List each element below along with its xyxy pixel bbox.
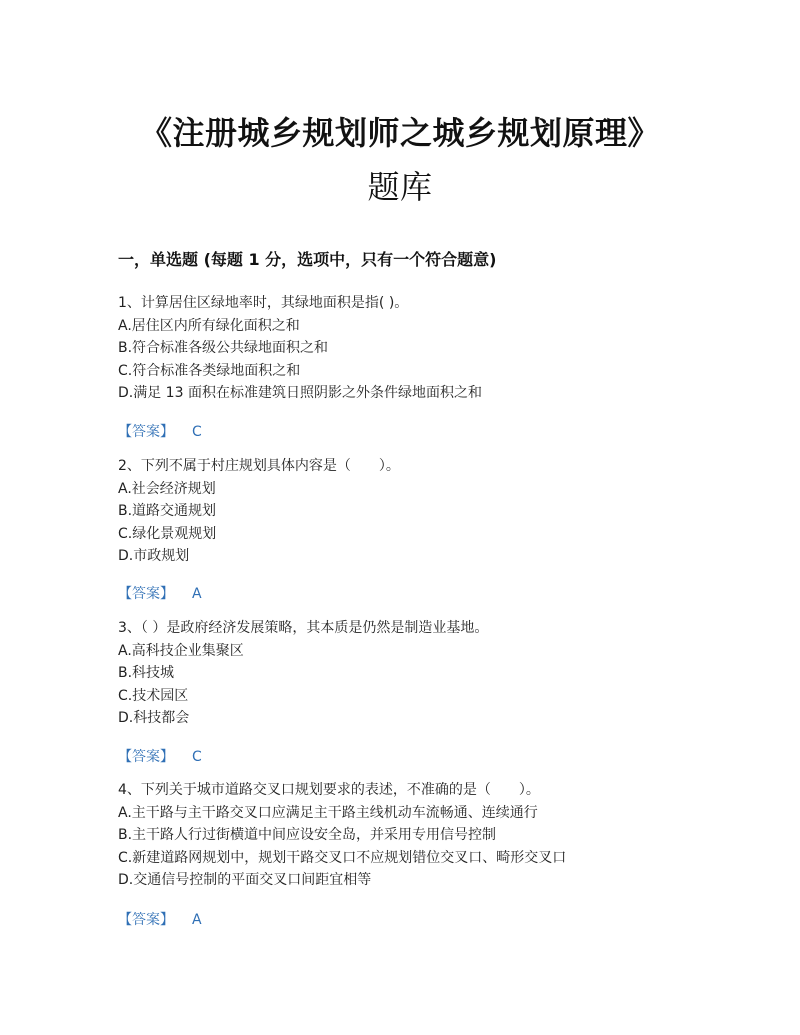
question-2: [118, 455, 758, 568]
answer-value: A: [192, 912, 202, 928]
option-d: D.交通信号控制的平面交叉口间距宜相等: [118, 872, 372, 888]
option-a: A.社会经济规划: [118, 480, 216, 497]
question-1: [118, 292, 758, 405]
doc-subtitle: 题库: [367, 168, 433, 206]
option-c: C.新建道路网规划中，规划干路交叉口不应规划错位交叉口、畸形交叉口: [118, 849, 567, 866]
answer-3: [118, 746, 202, 766]
option-c: C.技术园区: [118, 687, 189, 704]
question-stem: 2、下列不属于村庄规划具体内容是（ ）。: [118, 458, 400, 474]
option-a: A.主干路与主干路交叉口应满足主干路主线机动车流畅通、连续通行: [118, 804, 538, 821]
option-c: C.符合标准各类绿地面积之和: [118, 362, 301, 379]
option-d: D.市政规划: [118, 548, 190, 564]
answer-value: A: [192, 586, 202, 602]
option-b: B.符合标准各级公共绿地面积之和: [118, 340, 329, 356]
question-3: [118, 617, 758, 730]
question-stem: 3、（ ）是政府经济发展策略，其本质是仍然是制造业基地。: [118, 620, 489, 636]
question-stem: 1、计算居住区绿地率时，其绿地面积是指( )。: [118, 295, 409, 311]
answer-4: [118, 909, 202, 929]
question-stem: 4、下列关于城市道路交叉口规划要求的表述，不准确的是（ ）。: [118, 782, 540, 798]
option-c: C.绿化景观规划: [118, 525, 217, 542]
option-b: B.主干路人行过街横道中间应设安全岛，并采用专用信号控制: [118, 827, 497, 843]
answer-label: 【答案】: [118, 586, 174, 602]
answer-label: 【答案】: [118, 424, 174, 440]
answer-value: C: [192, 749, 202, 765]
option-d: D.满足 13 面积在标准建筑日照阴影之外条件绿地面积之和: [118, 385, 482, 401]
section-heading: 一，单选题 (每题 1 分，选项中，只有一个符合题意): [118, 250, 497, 269]
option-a: A.居住区内所有绿化面积之和: [118, 317, 300, 334]
option-d: D.科技都会: [118, 710, 190, 726]
answer-value: C: [192, 424, 202, 440]
option-b: B.科技城: [118, 665, 175, 681]
option-b: B.道路交通规划: [118, 503, 217, 519]
answer-label: 【答案】: [118, 749, 174, 765]
answer-2: [118, 583, 202, 603]
option-a: A.高科技企业集聚区: [118, 642, 244, 659]
answer-1: [118, 421, 202, 441]
question-4: [118, 779, 758, 892]
answer-label: 【答案】: [118, 912, 174, 928]
doc-title: 《注册城乡规划师之城乡规划原理》: [139, 114, 660, 152]
